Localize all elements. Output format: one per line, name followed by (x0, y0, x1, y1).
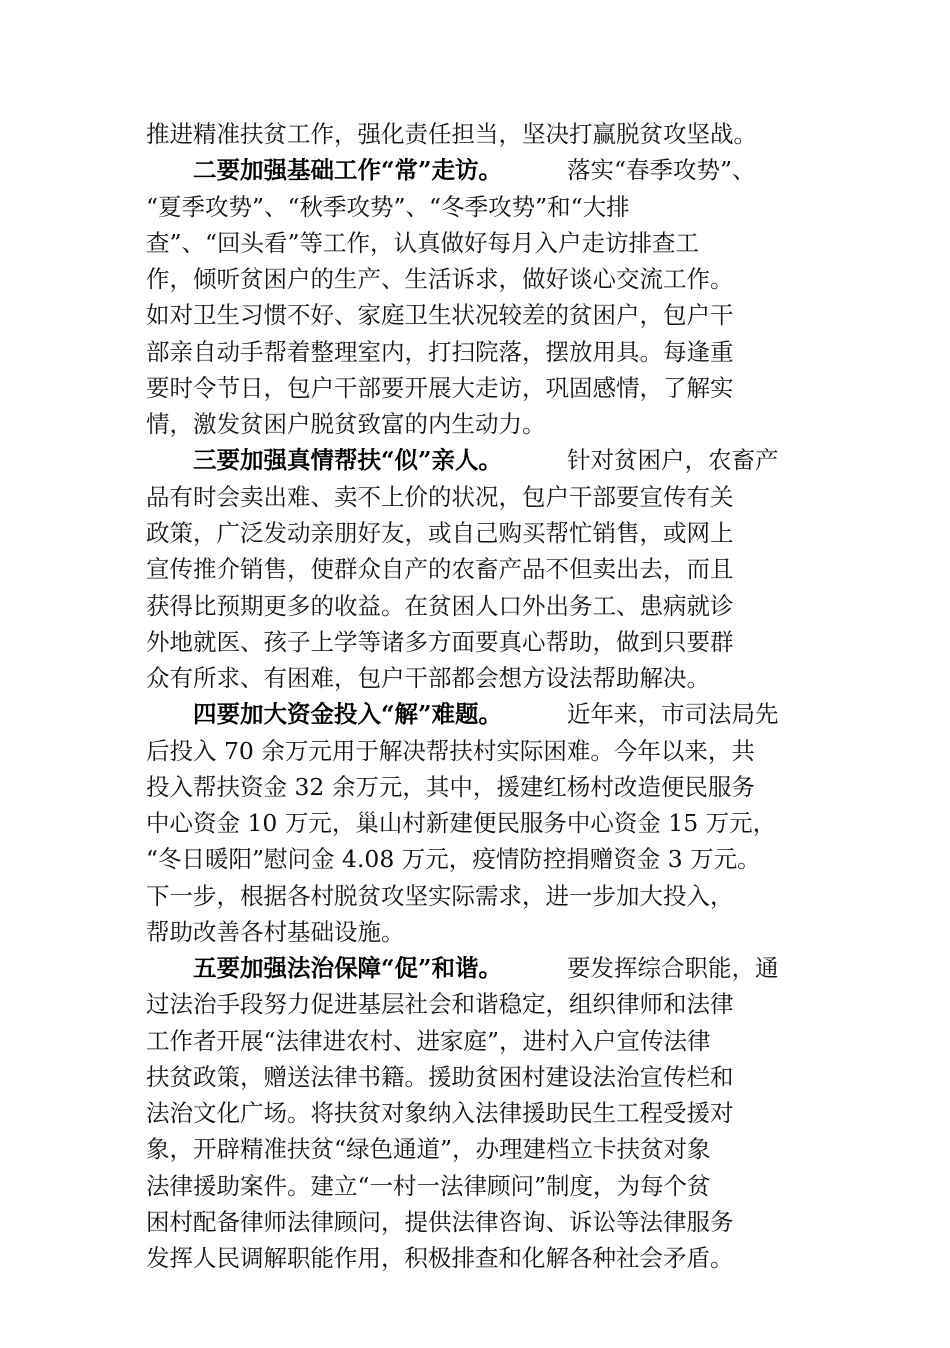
text-run: 要时令节日，包户干部要开展大走访，巩固感情，了解实 (146, 374, 734, 402)
text-run: 帮助改善各村基础设施。 (146, 918, 405, 946)
text-line (0, 334, 950, 370)
text-line (0, 297, 950, 333)
text-run: 象，开辟精准扶贫“绿色通道”，办理建档立卡扶贫对象 (146, 1135, 711, 1163)
text-line (0, 986, 950, 1022)
text-run: 外地就医、孩子上学等诸多方面要真心帮助，做到只要群 (146, 628, 734, 656)
text-line (0, 878, 950, 914)
text-line (0, 406, 950, 442)
text-run: 作，倾听贫困户的生产、生活诉求，做好谈心交流工作。 (146, 265, 734, 293)
text-run: “夏季攻势”、“秋季攻势”、“冬季攻势”和“大排 (146, 193, 630, 221)
text-run: 要发挥综合职能，通 (567, 954, 779, 982)
text-line (0, 370, 950, 406)
text-run: 后投入 70 余万元用于解决帮扶村实际困难。今年以来，共 (146, 737, 755, 765)
text-run: 针对贫困户，农畜产 (567, 446, 779, 474)
text-line (0, 914, 950, 950)
section-heading-line (0, 950, 950, 986)
section-heading-line (0, 152, 950, 188)
section-heading-line (0, 442, 950, 478)
text-line (0, 769, 950, 805)
text-line (0, 515, 950, 551)
text-run: 推进精准扶贫工作，强化责任担当，坚决打赢脱贫攻坚战。 (146, 120, 757, 148)
text-run: 法治文化广场。将扶贫对象纳入法律援助民生工程受援对 (146, 1099, 734, 1127)
text-line (0, 733, 950, 769)
text-run: 发挥人民调解职能作用，积极排查和化解各种社会矛盾。 (146, 1244, 734, 1272)
text-run: 部亲自动手帮着整理室内，打扫院落，摆放用具。每逢重 (146, 338, 734, 366)
text-run: 过法治手段努力促进基层社会和谐稳定，组织律师和法律 (146, 990, 734, 1018)
text-run: “冬日暖阳”慰问金 4.08 万元，疫情防控捐赠资金 3 万元。 (146, 845, 761, 873)
text-run: 困村配备律师法律顾问，提供法律咨询、诉讼等法律服务 (146, 1208, 734, 1236)
text-run: 法律援助案件。建立“一村一法律顾问”制度，为每个贫 (146, 1172, 711, 1200)
text-run: 扶贫政策，赠送法律书籍。援助贫困村建设法治宣传栏和 (146, 1063, 734, 1091)
text-run: 宣传推介销售，使群众自产的农畜产品不但卖出去，而且 (146, 555, 734, 583)
text-line (0, 189, 950, 225)
text-run: 投入帮扶资金 32 余万元，其中，援建红杨村改造便民服务 (146, 773, 755, 801)
text-line (0, 660, 950, 696)
text-line (0, 1240, 950, 1276)
text-line (0, 805, 950, 841)
section-heading: 三要加强真情帮扶“似”亲人。 (193, 446, 503, 474)
section-heading-line (0, 696, 950, 732)
text-run: 品有时会卖出难、卖不上价的状况，包户干部要宣传有关 (146, 483, 734, 511)
text-line (0, 1204, 950, 1240)
text-run: 下一步，根据各村脱贫攻坚实际需求，进一步加大投入， (146, 882, 734, 910)
text-run: 获得比预期更多的收益。在贫困人口外出务工、患病就诊 (146, 592, 734, 620)
text-run: 情，激发贫困户脱贫致富的内生动力。 (146, 410, 546, 438)
text-run: 落实“春季攻势”、 (567, 156, 756, 184)
text-line (0, 624, 950, 660)
text-run: 政策，广泛发动亲朋好友，或自己购买帮忙销售，或网上 (146, 519, 734, 547)
text-run: 工作者开展“法律进农村、进家庭”，进村入户宣传法律 (146, 1027, 711, 1055)
text-line (0, 261, 950, 297)
text-line (0, 479, 950, 515)
text-line (0, 1023, 950, 1059)
text-line (0, 1168, 950, 1204)
section-heading: 二要加强基础工作“常”走访。 (193, 156, 503, 184)
text-run: 众有所求、有困难，包户干部都会想方设法帮助解决。 (146, 664, 710, 692)
text-line (0, 551, 950, 587)
text-run: 近年来，市司法局先 (567, 700, 779, 728)
text-run: 查”、“回头看”等工作，认真做好每月入户走访排查工 (146, 229, 700, 257)
section-heading: 五要加强法治保障“促”和谐。 (193, 954, 503, 982)
text-run: 如对卫生习惯不好、家庭卫生状况较差的贫困户，包户干 (146, 301, 734, 329)
text-line (0, 116, 950, 152)
text-line (0, 588, 950, 624)
text-run: 中心资金 10 万元，巢山村新建便民服务中心资金 15 万元， (146, 809, 777, 837)
section-heading: 四要加大资金投入“解”难题。 (193, 700, 503, 728)
text-line (0, 841, 950, 877)
text-line (0, 225, 950, 261)
text-line (0, 1131, 950, 1167)
text-line (0, 1095, 950, 1131)
text-line (0, 1059, 950, 1095)
